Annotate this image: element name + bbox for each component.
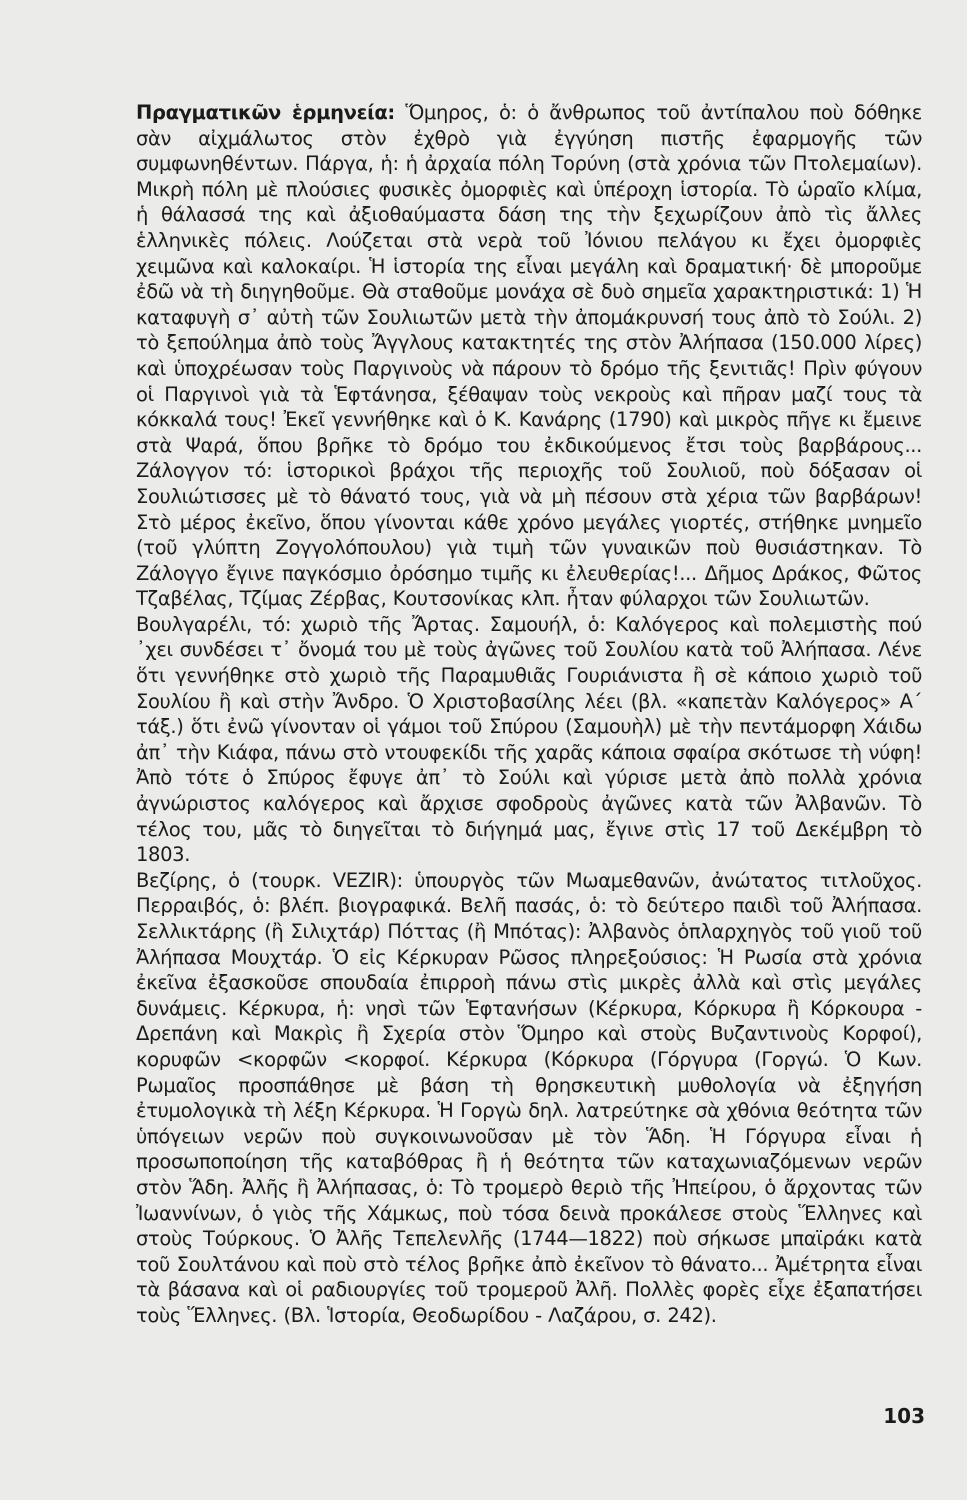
paragraph-text: Βεζίρης, ὁ (τουρκ. VEZIR): ὑπουργὸς τῶν Μωαμεθανῶν, ἀνώτατος τιτλοῦχος. Περραιβός, ὁ: βλέπ. βιογραφικά. Βελῆ πασάς, ὁ: τὸ δεύτερο παιδὶ τοῦ Ἀλήπασα. Σελλικτάρης (ἢ Σιλιχτάρ) Πόττας (ἢ Μπότας): Ἀλβανὸς ὁπλαρχηγὸς τοῦ γιοῦ τοῦ Ἀλήπασα Μουχτάρ. Ὁ εἰς Κέρκυραν Ρῶσος πληρεξούσιος: Ἡ Ρωσία στὰ χρόνια ἐκεῖνα ἐξασκοῦσε σπουδαία ἐπιρροὴ πάνω στὶς μικρὲς ἀλλὰ καὶ στὶς μεγάλες δυνάμεις. Κέρκυρα, ἡ: νησὶ τῶν Ἑφτανήσων (Κέρκυρα, Κόρκυρα ἢ Κόρκουρα - Δρεπάνη καὶ Μακρὶς ἢ Σχερία στὸν Ὅμηρο καὶ στοὺς Βυζαντινοὺς Κορφοί), κορυφῶν <κορφῶν <κορφοί. Κέρκυρα (Κόρκυρα (Γόργυρα (Γοργώ. Ὁ Κων. Ρωμαῖος προσπάθησε μὲ βάση τὴ θρησκευτικὴ μυθολογία νὰ ἐξηγήση ἐτυμολογικὰ τὴ λέξη Κέρκυρα. Ἡ Γοργὼ δηλ. λατρεύτηκε σὰ χθόνια θεότητα τῶν ὑπόγειων νερῶν ποὺ συγκοινωνοῦσαν μὲ τὸν Ἅδη. Ἡ Γόργυρα εἶναι ἡ προσωποποίηση τῆς καταβόθρας ἢ ἡ θεότητα τῶν καταχωνιαζόμενων νερῶν στὸν Ἅδη. Ἀλῆς ἢ Ἀλήπασας, ὁ: Τὸ τρομερὸ θεριὸ τῆς Ἠπείρου, ὁ ἄρχοντας τῶν Ἰωαννίνων, ὁ γιὸς τῆς Χάμκως, ποὺ τόσα δεινὰ προκάλεσε στοὺς Ἕλληνες καὶ στοὺς Τούρκους. Ὁ Ἀλῆς Τεπελενλῆς (1744—1822) ποὺ σήκωσε μπαϊράκι κατὰ τοῦ Σουλτάνου καὶ ποὺ στὸ τέλος βρῆκε ἀπὸ ἐκεῖνον τὸ θάνατο... Ἀμέτρητα εἶναι τὰ βάσανα καὶ οἱ ραδιουργίες τοῦ τρομεροῦ Ἀλῆ. Πολλὲς φορὲς εἶχε ἐξαπατήσει τοὺς Ἕλληνες. (Βλ. Ἱστορία, Θεοδωρίδου - Λαζάρου, σ. 242). <box>136 868 922 1327</box>
section-heading: Πραγματικῶν ἑρμηνεία: <box>136 101 395 124</box>
paragraph-text: Ὅμηρος, ὁ: ὁ ἄνθρωπος τοῦ ἀντίπαλου ποὺ δόθηκε σὰν αἰχμάλωτος στὸν ἐχθρὸ γιὰ ἐγγύηση πιστῆς ἐφαρμογῆς τῶν συμφωνηθέντων. Πάργα, ἡ: ἡ ἀρχαία πόλη Τορύνη (στὰ χρόνια τῶν Πτολεμαίων). Μικρὴ πόλη μὲ πλούσιες φυσικὲς ὀμορφιὲς καὶ ὑπέροχη ἱστορία. Τὸ ὡραῖο κλίμα, ἡ θάλασσά της καὶ ἀξιοθαύμαστα δάση της τὴν ξεχωρίζουν ἀπὸ τὶς ἄλλες ἑλληνικὲς πόλεις. Λούζεται στὰ νερὰ τοῦ Ἰόνιου πελάγου κι ἔχει ὀμορφιὲς χειμῶνα καὶ καλοκαίρι. Ἡ ἱστορία της εἶναι μεγάλη καὶ δραματική· δὲ μποροῦμε ἐδῶ νὰ τὴ διηγηθοῦμε. Θὰ σταθοῦμε μονάχα σὲ δυὸ σημεῖα χαρακτηριστικά: 1) Ἡ καταφυγὴ σ᾿ αὐτὴ τῶν Σουλιωτῶν μετὰ τὴν ἀπομάκρυνσή τους ἀπὸ τὸ Σούλι. 2) τὸ ξεπούλημα ἀπὸ τοὺς Ἄγγλους κατακτητές της στὸν Ἀλήπασα (150.000 λίρες) καὶ ὑποχρέωσαν τοὺς Παργινοὺς νὰ πάρουν τὸ δρόμο τῆς ξενιτιᾶς! Πρὶν φύγουν οἱ Παργινοὶ γιὰ τὰ Ἑφτάνησα, ξέθαψαν τοὺς νεκροὺς καὶ πῆραν μαζί τους τὰ κόκκαλά τους! Ἐκεῖ γεννήθηκε καὶ ὁ Κ. Κανάρης (1790) καὶ μικρὸς πῆγε κι ἔμεινε στὰ Ψαρά, ὅπου βρῆκε τὸ δρόμο του ἐκδικούμενος ἔτσι τοὺς βαρβάρους... Ζάλογγον τό: ἱστορικοὶ βράχοι τῆς περιοχῆς τοῦ Σουλιοῦ, ποὺ δόξασαν οἱ Σουλιώτισσες μὲ τὸ θάνατό τους, γιὰ νὰ μὴ πέσουν στὰ χέρια τῶν βαρβάρων! Στὸ μέρος ἐκεῖνο, ὅπου γίνονται κάθε χρόνο μεγάλες γιορτές, στήθηκε μνημεῖο (τοῦ γλύπτη Ζογγολόπουλου) γιὰ τιμὴ τῶν γυναικῶν ποὺ θυσιάστηκαν. Τὸ Ζάλογγο ἔγινε παγκόσμιο ὀρόσημο τιμῆς κι ἐλευθερίας!... Δῆμος Δράκος, Φῶτος Τζαβέλας, Τζίμας Ζέρβας, Κουτσονίκας κλπ. ἦταν φύλαρχοι τῶν Σουλιωτῶν. <box>136 101 922 611</box>
paragraph-2 <box>136 612 922 868</box>
paragraph-3 <box>136 868 922 1329</box>
page-number: 103 <box>883 1404 925 1428</box>
glossary-text <box>136 100 922 1329</box>
paragraph-text: Βουλγαρέλι, τό: χωριὸ τῆς Ἄρτας. Σαμουήλ, ὁ: Καλόγερος καὶ πολεμιστὴς πού ᾿χει συνδέσει τ᾿ ὄνομά του μὲ τοὺς ἀγῶνες τοῦ Σουλίου κατὰ τοῦ Ἀλήπασα. Λένε ὅτι γεννήθηκε στὸ χωριὸ τῆς Παραμυθιᾶς Γουριάνιστα ἢ σὲ κάποιο χωριὸ τοῦ Σουλίου ἢ καὶ στὴν Ἄνδρο. Ὁ Χριστοβασίλης λέει (βλ. «καπετὰν Καλόγερος» Α΄ τάξ.) ὅτι ἐνῶ γίνονταν οἱ γάμοι τοῦ Σπύρου (Σαμουὴλ) μὲ τὴν πεντάμορφη Χάιδω ἀπ᾿ τὴν Κιάφα, πάνω στὸ ντουφεκίδι τῆς χαρᾶς κάποια σφαίρα σκότωσε τὴ νύφη! Ἀπὸ τότε ὁ Σπύρος ἔφυγε ἀπ᾿ τὸ Σούλι καὶ γύρισε μετὰ ἀπὸ πολλὰ χρόνια ἀγνώριστος καλόγερος καὶ ἄρχισε σφοδροὺς ἀγῶνες κατὰ τῶν Ἀλβανῶν. Τὸ τέλος του, μᾶς τὸ διηγεῖται τὸ διήγημά μας, ἔγινε στὶς 17 τοῦ Δεκέμβρη τὸ 1803. <box>136 612 922 867</box>
paragraph-1 <box>136 100 922 612</box>
